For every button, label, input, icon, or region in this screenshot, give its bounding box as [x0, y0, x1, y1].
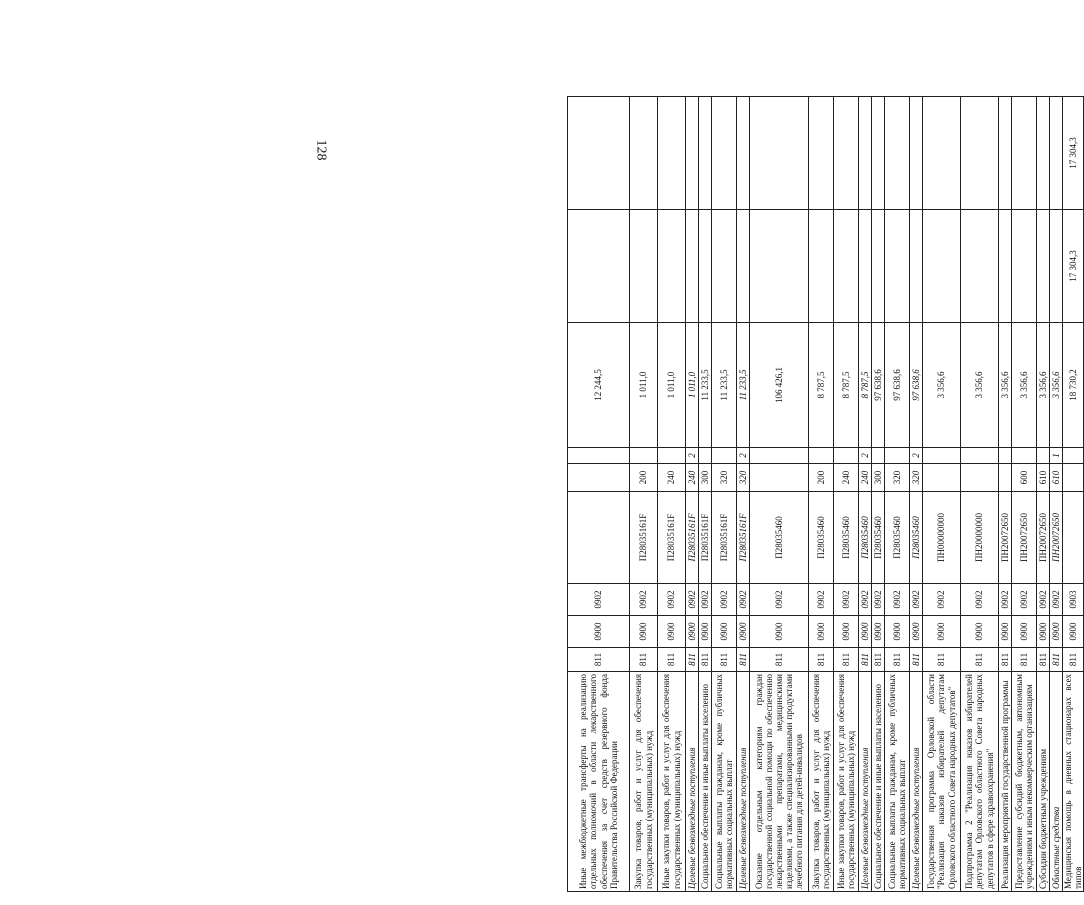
grbs-cell: 811: [699, 648, 712, 672]
amount-year3-cell: [1050, 97, 1063, 210]
expense-type-cell: 320: [885, 464, 910, 492]
table-row: [885, 97, 910, 892]
name-cell: Целевые безвозмездные поступления: [686, 672, 699, 892]
table-row: [1050, 97, 1063, 892]
subsection-cell: 0902: [872, 584, 885, 616]
expense-type-cell: 610: [1037, 464, 1050, 492]
amount-year3-cell: [750, 97, 809, 210]
amount-year2-cell: [1012, 210, 1037, 323]
table-row: [686, 97, 699, 892]
target-article-cell: П28035460: [750, 492, 809, 584]
subsection-cell: 0902: [686, 584, 699, 616]
subsection-cell: 0902: [737, 584, 750, 616]
name-cell: Субсидии бюджетным учреждениям: [1037, 672, 1050, 892]
section-cell: 0900: [630, 616, 658, 648]
amount-year2-cell: [809, 210, 834, 323]
funding-source-cell: 2: [686, 448, 699, 464]
grbs-cell: 811: [658, 648, 686, 672]
name-cell: Оказание отдельным категориям граждан государственной социальной помощи по обеспечению лекарственными препаратами, медицинскими изделиями, а также специализированными продуктами лечебного питания для детей-инвалидов: [750, 672, 809, 892]
target-article-cell: П28035161F: [712, 492, 737, 584]
table-row: [658, 97, 686, 892]
amount-year3-cell: [809, 97, 834, 210]
expense-type-cell: 320: [737, 464, 750, 492]
table-row: [630, 97, 658, 892]
section-cell: 0900: [1063, 616, 1084, 648]
subsection-cell: 0902: [834, 584, 859, 616]
grbs-cell: 811: [910, 648, 923, 672]
amount-year1-cell: 8 787,5: [859, 323, 872, 448]
target-article-cell: [1063, 492, 1084, 584]
table-row: [910, 97, 923, 892]
expense-type-cell: 240: [834, 464, 859, 492]
amount-year3-cell: [686, 97, 699, 210]
amount-year2-cell: [699, 210, 712, 323]
amount-year2-cell: [658, 210, 686, 323]
name-cell: Иные закупки товаров, работ и услуг для обеспечения государственных (муниципальных) нужд: [834, 672, 859, 892]
table-row: [1037, 97, 1050, 892]
funding-source-cell: [809, 448, 834, 464]
name-cell: Реализация мероприятий государственной программы: [999, 672, 1012, 892]
grbs-cell: 811: [834, 648, 859, 672]
amount-year3-cell: [834, 97, 859, 210]
name-cell: Целевые безвозмездные поступления: [737, 672, 750, 892]
target-article-cell: П28035460: [885, 492, 910, 584]
subsection-cell: 0902: [630, 584, 658, 616]
name-cell: Подпрограмма 2 "Реализация наказов избирателей депутатам Орловского областного Совета народных депутатов в сфере здравоохранения": [961, 672, 999, 892]
target-article-cell: ПН20072650: [1050, 492, 1063, 584]
grbs-cell: 811: [1050, 648, 1063, 672]
grbs-cell: 811: [712, 648, 737, 672]
name-cell: Иные закупки товаров, работ и услуг для обеспечения государственных (муниципальных) нужд: [658, 672, 686, 892]
grbs-cell: 811: [737, 648, 750, 672]
page-number-text: 128: [313, 139, 328, 161]
expense-type-cell: 600: [1012, 464, 1037, 492]
amount-year3-cell: [961, 97, 999, 210]
subsection-cell: 0902: [859, 584, 872, 616]
table-row: [961, 97, 999, 892]
expense-type-cell: [923, 464, 961, 492]
funding-source-cell: [1037, 448, 1050, 464]
amount-year3-cell: [712, 97, 737, 210]
name-cell: Закупка товаров, работ и услуг для обеспечения государственных (муниципальных) нужд: [630, 672, 658, 892]
target-article-cell: П28035161F: [699, 492, 712, 584]
table-row: [872, 97, 885, 892]
name-cell: Закупка товаров, работ и услуг для обеспечения государственных (муниципальных) нужд: [809, 672, 834, 892]
table-row: [568, 97, 630, 892]
funding-source-cell: 2: [910, 448, 923, 464]
grbs-cell: 811: [568, 648, 630, 672]
section-cell: 0900: [750, 616, 809, 648]
amount-year1-cell: 12 244,5: [568, 323, 630, 448]
name-cell: Областные средства: [1050, 672, 1063, 892]
target-article-cell: ПН20072650: [1012, 492, 1037, 584]
section-cell: 0900: [686, 616, 699, 648]
amount-year2-cell: [834, 210, 859, 323]
target-article-cell: П28035460: [859, 492, 872, 584]
subsection-cell: 0902: [999, 584, 1012, 616]
amount-year2-cell: [568, 210, 630, 323]
table-row: [1012, 97, 1037, 892]
amount-year1-cell: 18 730,2: [1063, 323, 1084, 448]
name-cell: Социальное обеспечение и иные выплаты населению: [699, 672, 712, 892]
section-cell: 0900: [1037, 616, 1050, 648]
expense-type-cell: 240: [658, 464, 686, 492]
amount-year2-cell: [872, 210, 885, 323]
name-cell: Социальные выплаты гражданам, кроме публичных нормативных социальных выплат: [712, 672, 737, 892]
grbs-cell: 811: [686, 648, 699, 672]
section-cell: 0900: [859, 616, 872, 648]
subsection-cell: 0902: [809, 584, 834, 616]
section-cell: 0900: [999, 616, 1012, 648]
grbs-cell: 811: [1037, 648, 1050, 672]
amount-year3-cell: [910, 97, 923, 210]
amount-year2-cell: [686, 210, 699, 323]
section-cell: 0900: [658, 616, 686, 648]
amount-year2-cell: [961, 210, 999, 323]
section-cell: 0900: [699, 616, 712, 648]
grbs-cell: 811: [809, 648, 834, 672]
amount-year1-cell: 3 356,6: [999, 323, 1012, 448]
subsection-cell: 0902: [910, 584, 923, 616]
funding-source-cell: [923, 448, 961, 464]
funding-source-cell: [750, 448, 809, 464]
target-article-cell: [568, 492, 630, 584]
amount-year1-cell: 8 787,5: [809, 323, 834, 448]
section-cell: 0900: [1050, 616, 1063, 648]
amount-year3-cell: [1037, 97, 1050, 210]
funding-source-cell: 1: [1050, 448, 1063, 464]
target-article-cell: П28035161F: [737, 492, 750, 584]
subsection-cell: 0902: [923, 584, 961, 616]
grbs-cell: 811: [999, 648, 1012, 672]
target-article-cell: П28035460: [910, 492, 923, 584]
budget-table: [567, 96, 1084, 892]
funding-source-cell: [999, 448, 1012, 464]
target-article-cell: ПН00000000: [923, 492, 961, 584]
amount-year2-cell: [999, 210, 1012, 323]
amount-year1-cell: 3 356,6: [961, 323, 999, 448]
table-row: [999, 97, 1012, 892]
funding-source-cell: [872, 448, 885, 464]
name-cell: Целевые безвозмездные поступления: [910, 672, 923, 892]
subsection-cell: 0902: [1037, 584, 1050, 616]
amount-year3-cell: [859, 97, 872, 210]
expense-type-cell: [568, 464, 630, 492]
amount-year1-cell: 97 638,6: [885, 323, 910, 448]
funding-source-cell: 2: [737, 448, 750, 464]
amount-year3-cell: [658, 97, 686, 210]
section-cell: 0900: [1012, 616, 1037, 648]
amount-year2-cell: 17 304,3: [1063, 210, 1084, 323]
funding-source-cell: [961, 448, 999, 464]
amount-year1-cell: 11 233,5: [712, 323, 737, 448]
section-cell: 0900: [834, 616, 859, 648]
section-cell: 0900: [923, 616, 961, 648]
name-cell: Иные межбюджетные трансферты на реализацию отдельных полномочий в области лекарственного обеспечения за счет средств резервного фонда Правительства Российской Федерации: [568, 672, 630, 892]
target-article-cell: П28035161F: [658, 492, 686, 584]
name-cell: Государственная программа Орловской области "Реализация наказов избирателей депутатам Орловского областного Совета народных депутатов": [923, 672, 961, 892]
section-cell: 0900: [809, 616, 834, 648]
section-cell: 0900: [737, 616, 750, 648]
name-cell: Целевые безвозмездные поступления: [859, 672, 872, 892]
expense-type-cell: [999, 464, 1012, 492]
expense-type-cell: 300: [872, 464, 885, 492]
funding-source-cell: [699, 448, 712, 464]
funding-source-cell: [658, 448, 686, 464]
amount-year2-cell: [737, 210, 750, 323]
target-article-cell: ПН20072650: [1037, 492, 1050, 584]
amount-year1-cell: 3 356,6: [1012, 323, 1037, 448]
amount-year1-cell: 3 356,6: [1050, 323, 1063, 448]
table-row: [737, 97, 750, 892]
funding-source-cell: [885, 448, 910, 464]
amount-year1-cell: 97 638,6: [872, 323, 885, 448]
expense-type-cell: 240: [686, 464, 699, 492]
amount-year3-cell: [872, 97, 885, 210]
amount-year1-cell: 106 426,1: [750, 323, 809, 448]
amount-year1-cell: 3 356,6: [923, 323, 961, 448]
funding-source-cell: 2: [859, 448, 872, 464]
amount-year3-cell: [885, 97, 910, 210]
subsection-cell: 0902: [885, 584, 910, 616]
table-row: [712, 97, 737, 892]
funding-source-cell: [834, 448, 859, 464]
expense-type-cell: 320: [910, 464, 923, 492]
subsection-cell: 0902: [699, 584, 712, 616]
amount-year2-cell: [750, 210, 809, 323]
expense-type-cell: [961, 464, 999, 492]
grbs-cell: 811: [961, 648, 999, 672]
section-cell: 0900: [872, 616, 885, 648]
amount-year3-cell: [923, 97, 961, 210]
grbs-cell: 811: [859, 648, 872, 672]
subsection-cell: 0902: [1050, 584, 1063, 616]
subsection-cell: 0902: [961, 584, 999, 616]
grbs-cell: 811: [630, 648, 658, 672]
amount-year1-cell: 11 233,5: [737, 323, 750, 448]
table-row: [699, 97, 712, 892]
table-row: [750, 97, 809, 892]
section-cell: 0900: [961, 616, 999, 648]
funding-source-cell: [630, 448, 658, 464]
amount-year3-cell: [999, 97, 1012, 210]
amount-year3-cell: [699, 97, 712, 210]
amount-year2-cell: [859, 210, 872, 323]
section-cell: 0900: [712, 616, 737, 648]
amount-year3-cell: [568, 97, 630, 210]
table-row: [834, 97, 859, 892]
amount-year1-cell: 8 787,5: [834, 323, 859, 448]
amount-year2-cell: [1050, 210, 1063, 323]
amount-year1-cell: 1 011,0: [658, 323, 686, 448]
expense-type-cell: 610: [1050, 464, 1063, 492]
section-cell: 0900: [568, 616, 630, 648]
grbs-cell: 811: [872, 648, 885, 672]
expense-type-cell: [1063, 464, 1084, 492]
subsection-cell: 0903: [1063, 584, 1084, 616]
section-cell: 0900: [910, 616, 923, 648]
grbs-cell: 811: [1063, 648, 1084, 672]
grbs-cell: 811: [750, 648, 809, 672]
target-article-cell: П28035460: [809, 492, 834, 584]
grbs-cell: 811: [923, 648, 961, 672]
name-cell: Социальные выплаты гражданам, кроме публичных нормативных социальных выплат: [885, 672, 910, 892]
amount-year2-cell: [885, 210, 910, 323]
funding-source-cell: [712, 448, 737, 464]
funding-source-cell: [1012, 448, 1037, 464]
funding-source-cell: [1063, 448, 1084, 464]
target-article-cell: П28035161F: [630, 492, 658, 584]
table-row: [923, 97, 961, 892]
amount-year3-cell: [737, 97, 750, 210]
amount-year2-cell: [1037, 210, 1050, 323]
target-article-cell: П28035460: [834, 492, 859, 584]
amount-year1-cell: 3 356,6: [1037, 323, 1050, 448]
expense-type-cell: [750, 464, 809, 492]
subsection-cell: 0902: [1012, 584, 1037, 616]
table-row: [809, 97, 834, 892]
amount-year3-cell: [1012, 97, 1037, 210]
grbs-cell: 811: [885, 648, 910, 672]
expense-type-cell: 300: [699, 464, 712, 492]
page-number: [0, 140, 640, 160]
amount-year3-cell: [630, 97, 658, 210]
table-row: [1063, 97, 1084, 892]
expense-type-cell: 200: [809, 464, 834, 492]
amount-year1-cell: 1 011,0: [686, 323, 699, 448]
subsection-cell: 0902: [712, 584, 737, 616]
amount-year2-cell: [712, 210, 737, 323]
subsection-cell: 0902: [658, 584, 686, 616]
amount-year1-cell: 11 233,5: [699, 323, 712, 448]
subsection-cell: 0902: [568, 584, 630, 616]
expense-type-cell: 200: [630, 464, 658, 492]
section-cell: 0900: [885, 616, 910, 648]
target-article-cell: П28035460: [872, 492, 885, 584]
target-article-cell: ПН20000000: [961, 492, 999, 584]
grbs-cell: 811: [1012, 648, 1037, 672]
subsection-cell: 0902: [750, 584, 809, 616]
amount-year2-cell: [630, 210, 658, 323]
amount-year1-cell: 97 638,6: [910, 323, 923, 448]
amount-year3-cell: 17 304,3: [1063, 97, 1084, 210]
name-cell: Предоставление субсидий бюджетным, автономным учреждениям и иным некоммерческим организациям: [1012, 672, 1037, 892]
target-article-cell: ПН20072650: [999, 492, 1012, 584]
funding-source-cell: [568, 448, 630, 464]
name-cell: Медицинская помощь в дневных стационарах всех типов: [1063, 672, 1084, 892]
amount-year1-cell: 1 011,0: [630, 323, 658, 448]
expense-type-cell: 320: [712, 464, 737, 492]
expense-type-cell: 240: [859, 464, 872, 492]
table-row: [859, 97, 872, 892]
amount-year2-cell: [923, 210, 961, 323]
amount-year2-cell: [910, 210, 923, 323]
name-cell: Социальное обеспечение и иные выплаты населению: [872, 672, 885, 892]
target-article-cell: П28035161F: [686, 492, 699, 584]
